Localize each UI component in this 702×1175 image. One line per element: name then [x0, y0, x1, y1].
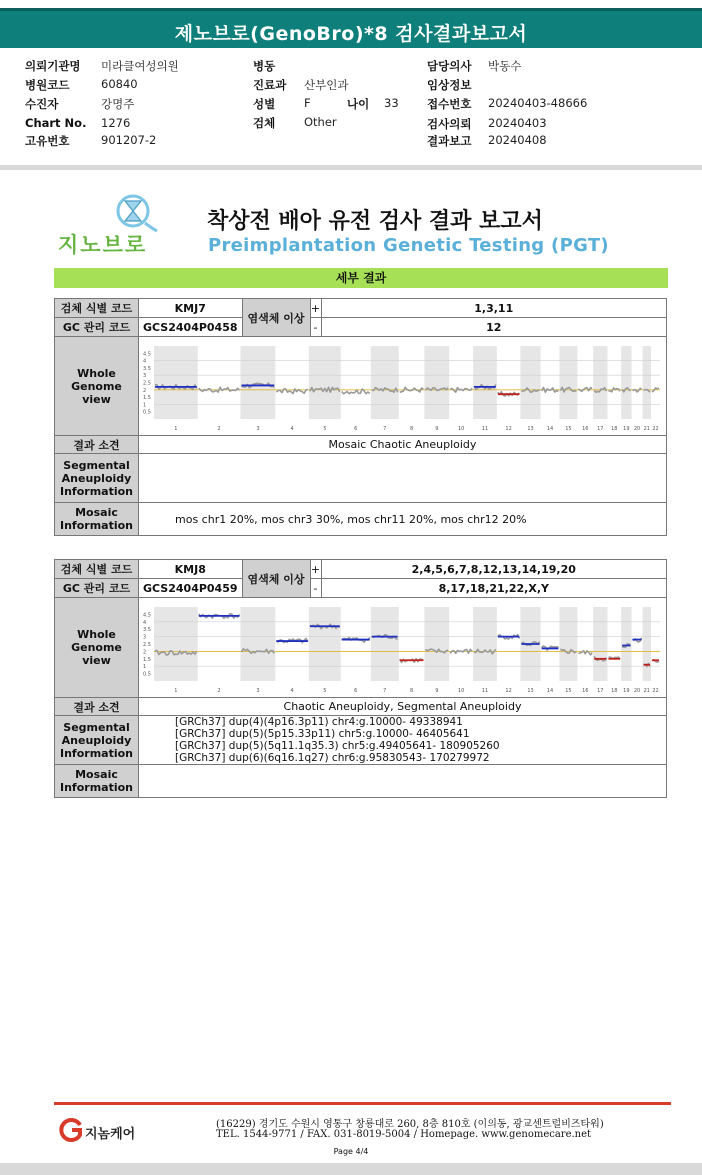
x-tick-label: 2 — [217, 687, 221, 694]
gain-sign: + — [310, 560, 321, 579]
x-tick-label: 7 — [383, 425, 387, 432]
chromosome-band — [241, 346, 276, 419]
company-name: 지놈케어 — [85, 1127, 136, 1142]
footer-contact: TEL. 1544-9771 / FAX. 031-8019-5004 / Homepage. www.genomecare.net — [216, 1129, 592, 1140]
x-tick-label: 18 — [611, 425, 618, 432]
specimen-code-header: 검체 식별 코드 — [55, 299, 139, 318]
specimen-code-header: 검체 식별 코드 — [55, 560, 139, 579]
gc-code-header: GC 관리 코드 — [55, 579, 139, 598]
x-tick-label: 2 — [217, 425, 221, 432]
x-tick-label: 10 — [457, 687, 465, 694]
report-title-en: Preimplantation Genetic Testing (PGT) — [208, 235, 609, 256]
y-tick-label: 0.5 — [143, 671, 151, 678]
chromosome-band — [520, 346, 540, 419]
whole-genome-label-2: Genome — [71, 641, 122, 654]
x-tick-label: 5 — [323, 425, 327, 432]
y-tick-label: 4 — [143, 358, 147, 365]
chromosome-band — [424, 607, 449, 681]
copy-number-trace — [450, 649, 472, 653]
sex-value: F — [304, 96, 311, 110]
chromosome-band — [154, 607, 198, 681]
x-tick-label: 19 — [623, 687, 630, 694]
x-tick-label: 10 — [457, 425, 465, 432]
page-number: Page 4/4 — [333, 1147, 369, 1156]
x-tick-label: 13 — [527, 425, 534, 432]
header-divider — [0, 165, 702, 170]
x-tick-label: 14 — [546, 687, 554, 694]
gc-code-value: GCS2404P0459 — [139, 579, 243, 598]
segmental-label-3: Information — [60, 484, 133, 498]
y-tick-label: 3 — [143, 372, 147, 379]
chromosome-band — [424, 346, 449, 419]
receipt-label: 접수번호 — [427, 97, 472, 111]
whole-genome-label-2: Genome — [71, 379, 122, 393]
segmental-label-2: Aneuploidy — [61, 733, 132, 747]
x-tick-label: 9 — [435, 425, 439, 432]
chromosome-band — [643, 607, 651, 681]
y-tick-label: 4 — [143, 619, 147, 626]
x-tick-label: 3 — [256, 425, 260, 432]
request-label: 검사의뢰 — [427, 117, 472, 131]
whole-genome-header — [55, 598, 139, 698]
y-tick-label: 2.5 — [143, 641, 151, 648]
segmental-header — [55, 716, 139, 765]
title-bar — [0, 8, 702, 48]
y-tick-label: 2 — [143, 648, 147, 655]
x-tick-label: 1 — [174, 425, 178, 432]
request-value: 20240403 — [488, 116, 547, 130]
logo-text: 지노브로 — [58, 233, 148, 257]
chromosome-band — [559, 607, 577, 681]
x-tick-label: 20 — [633, 687, 641, 694]
x-tick-label: 11 — [481, 687, 489, 694]
x-tick-label: 17 — [597, 687, 604, 694]
y-tick-label: 4.5 — [143, 350, 151, 357]
segmental-line: [GRCh37] dup(5)(5q11.1q35.3) chr5:g.49405641- 180905260 — [175, 740, 500, 752]
x-tick-label: 7 — [383, 687, 387, 694]
gc-code-header: GC 관리 코드 — [55, 318, 139, 337]
y-tick-label: 0.5 — [143, 409, 151, 416]
age-value: 33 — [384, 96, 399, 110]
report-title: 제노브로(GenoBro)*8 검사결과보고서 — [174, 23, 528, 45]
y-tick-label: 1.5 — [143, 656, 151, 663]
doctor-label: 담당의사 — [427, 59, 472, 73]
dept-value: 산부인과 — [304, 78, 349, 92]
finding-header: 결과 소견 — [55, 698, 139, 716]
specimen-label: 검체 — [253, 116, 276, 130]
gc-code-value: GCS2404P0458 — [139, 318, 243, 337]
whole-genome-label-1: Whole — [77, 366, 116, 380]
finding-value: Mosaic Chaotic Aneuploidy — [139, 436, 667, 454]
mosaic-header — [55, 503, 139, 536]
genobro-logo — [58, 193, 168, 257]
age-label: 나이 — [347, 97, 370, 111]
genomecare-g-icon — [58, 1117, 84, 1143]
doctor-value: 박동수 — [488, 59, 522, 73]
hourglass-icon — [113, 193, 159, 233]
code-value: 60840 — [101, 77, 138, 91]
x-tick-label: 6 — [354, 425, 358, 432]
mosaic-label-2: Information — [60, 781, 133, 794]
hospital-value: 미라클여성의원 — [101, 59, 179, 73]
x-tick-label: 12 — [505, 687, 512, 694]
segmental-line: [GRCh37] dup(5)(5p15.33p11) chr5:g.10000- 46405641 — [175, 728, 470, 740]
whole-genome-header — [55, 337, 139, 436]
whole-genome-label-3: view — [82, 654, 111, 667]
segmental-label-3: Information — [60, 746, 133, 760]
genome-plot-2 — [139, 599, 666, 697]
chromosome-band — [309, 607, 341, 681]
segmental-value — [139, 716, 667, 765]
y-tick-label: 2.5 — [143, 380, 151, 386]
specimen-code-value: KMJ7 — [139, 299, 243, 318]
chrom-abn-header: 염색체 이상 — [242, 560, 310, 598]
x-tick-label: 22 — [652, 425, 659, 432]
x-tick-label: 18 — [611, 687, 618, 694]
copy-number-trace — [199, 387, 240, 392]
gain-sign: + — [310, 299, 321, 318]
mosaic-header — [55, 765, 139, 798]
mosaic-value: mos chr1 20%, mos chr3 30%, mos chr11 20%, mos chr12 20% — [139, 503, 667, 536]
specimen-code-value: KMJ8 — [139, 560, 243, 579]
chromosome-band — [371, 607, 399, 681]
chromosome-band — [241, 607, 276, 681]
chromosome-band — [593, 607, 607, 681]
section-header: 세부 결과 — [54, 268, 668, 288]
x-tick-label: 11 — [481, 425, 489, 432]
y-tick-label: 1 — [143, 401, 147, 408]
x-tick-label: 6 — [354, 687, 358, 694]
chromosome-band — [593, 346, 607, 419]
id-label: 고유번호 — [25, 134, 70, 148]
x-tick-label: 19 — [623, 425, 630, 432]
loss-chromosomes: 12 — [321, 318, 666, 337]
code-label: 병원코드 — [25, 78, 70, 92]
finding-header: 결과 소견 — [55, 436, 139, 454]
copy-number-trace — [450, 387, 472, 392]
chromosome-band — [473, 346, 497, 419]
x-tick-label: 16 — [582, 687, 589, 694]
whole-genome-label-3: view — [82, 392, 111, 406]
genome-plot-cell — [139, 598, 667, 698]
id-value: 901207-2 — [101, 133, 157, 147]
footer-divider — [54, 1102, 671, 1105]
patient-value: 강명주 — [101, 97, 135, 111]
segmental-label-1: Segmental — [63, 458, 130, 472]
receipt-value: 20240403-48666 — [488, 96, 588, 110]
loss-sign: - — [310, 579, 321, 598]
x-tick-label: 14 — [546, 425, 554, 432]
x-tick-label: 17 — [597, 425, 604, 432]
dept-label: 진료과 — [253, 78, 287, 92]
x-tick-label: 22 — [652, 687, 659, 694]
mosaic-label-1: Mosaic — [75, 768, 118, 781]
chart-value: 1276 — [101, 116, 131, 130]
x-tick-label: 4 — [290, 425, 294, 432]
x-tick-label: 15 — [565, 425, 572, 432]
segmental-label-2: Aneuploidy — [61, 471, 132, 485]
report-title-kr: 착상전 배아 유전 검사 결과 보고서 — [207, 209, 543, 234]
segmental-header — [55, 454, 139, 503]
y-tick-label: 1.5 — [143, 394, 151, 401]
chrom-abn-header: 염색체 이상 — [242, 299, 310, 337]
gain-chromosomes: 2,4,5,6,7,8,12,13,14,19,20 — [321, 560, 666, 579]
x-tick-label: 8 — [409, 425, 414, 432]
patient-label: 수진자 — [25, 97, 59, 111]
genome-plot-cell — [139, 337, 667, 436]
ward-label: 병동 — [253, 59, 276, 73]
clinical-label: 임상정보 — [427, 78, 472, 92]
report-date-label: 결과보고 — [427, 134, 472, 148]
segmental-value — [139, 454, 667, 503]
sample-table-1 — [54, 298, 667, 536]
chromosome-band — [473, 607, 497, 681]
y-tick-label: 4.5 — [143, 611, 151, 618]
hospital-label: 의뢰기관명 — [25, 59, 81, 73]
x-tick-label: 20 — [633, 425, 641, 432]
y-tick-label: 3.5 — [143, 626, 151, 633]
mosaic-label-2: Information — [60, 519, 133, 532]
gain-chromosomes: 1,3,11 — [321, 299, 666, 318]
sex-label: 성별 — [253, 97, 276, 111]
x-tick-label: 13 — [527, 687, 534, 694]
specimen-value: Other — [304, 115, 337, 129]
footer-address: (16229) 경기도 수원시 영통구 창룡대로 260, 8층 810호 (이의동, 광교센트럴비즈타워) — [216, 1119, 604, 1130]
y-tick-label: 3 — [143, 634, 147, 641]
segmental-line: [GRCh37] dup(4)(4p16.3p11) chr4:g.10000- 49338941 — [175, 716, 463, 728]
x-tick-label: 5 — [323, 687, 327, 694]
x-tick-label: 15 — [565, 687, 572, 694]
finding-value: Chaotic Aneuploidy, Segmental Aneuploidy — [139, 698, 667, 716]
chromosome-band — [371, 346, 399, 419]
segmental-label-1: Segmental — [63, 720, 130, 734]
x-tick-label: 21 — [643, 687, 651, 694]
x-tick-label: 9 — [435, 687, 439, 694]
x-tick-label: 1 — [174, 687, 178, 694]
chromosome-band — [621, 346, 631, 419]
y-tick-label: 2 — [143, 387, 147, 394]
genomecare-logo — [58, 1117, 136, 1147]
report-date-value: 20240408 — [488, 133, 547, 147]
x-tick-label: 12 — [505, 425, 512, 432]
chromosome-band — [559, 346, 577, 419]
loss-chromosomes: 8,17,18,21,22,X,Y — [321, 579, 666, 598]
chromosome-band — [643, 346, 651, 419]
chromosome-band — [154, 346, 198, 419]
x-tick-label: 16 — [582, 425, 589, 432]
x-tick-label: 4 — [290, 687, 294, 694]
x-tick-label: 21 — [643, 425, 651, 432]
y-tick-label: 3.5 — [143, 365, 151, 372]
y-tick-label: 1 — [143, 663, 147, 670]
whole-genome-label-1: Whole — [77, 628, 116, 641]
segmental-line: [GRCh37] dup(6)(6q16.1q27) chr6:g.95830543- 170279972 — [175, 752, 490, 764]
mosaic-label-1: Mosaic — [75, 506, 118, 519]
genome-plot-1 — [139, 338, 666, 435]
bottom-band — [0, 1163, 702, 1175]
sample-table-2 — [54, 559, 667, 798]
x-tick-label: 3 — [256, 687, 260, 694]
x-tick-label: 8 — [409, 687, 414, 694]
chart-label: Chart No. — [25, 116, 87, 130]
loss-sign: - — [310, 318, 321, 337]
mosaic-value — [139, 765, 667, 798]
chromosome-band — [309, 346, 341, 419]
